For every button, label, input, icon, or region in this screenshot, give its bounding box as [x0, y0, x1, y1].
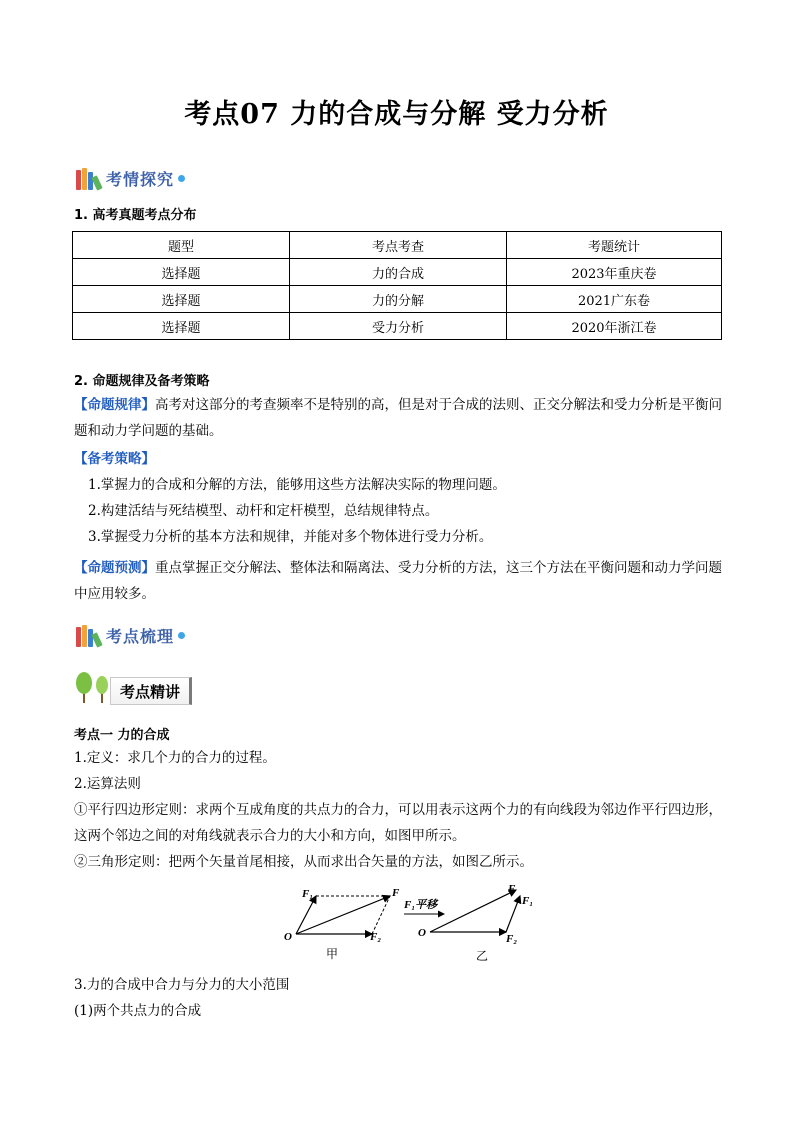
label-jia: 甲: [326, 947, 339, 961]
books-icon: [74, 166, 102, 190]
table-row: [73, 259, 722, 286]
table-cell: 力的合成: [290, 259, 507, 286]
law-tag: 【命题规律】: [74, 397, 155, 413]
body-line: 2.运算法则: [74, 776, 141, 792]
label-f1: F₁: [522, 895, 534, 907]
tree-icon: [72, 671, 114, 705]
label-f2: F₂: [506, 933, 518, 945]
books-icon: [74, 623, 102, 647]
table-header-row: [73, 232, 722, 259]
law-text: 高考对这部分的考查频率不是特别的高，但是对于合成的法则、正交分解法和受力分析是平衡问题和动力学问题的基础。: [74, 397, 722, 439]
vector-f-jia: [296, 896, 390, 934]
page-title: 考点07 力的合成与分解 受力分析: [184, 99, 609, 130]
table-cell: 力的分解: [290, 286, 507, 313]
label-f2: F₂: [370, 931, 382, 943]
law-paragraph: [74, 392, 724, 444]
point-heading: 考点一 力的合成: [74, 728, 170, 743]
vector-f1-yi: [506, 896, 520, 932]
table-header-cell: 考题统计: [507, 232, 722, 259]
point-after: [74, 972, 724, 1024]
body-line: 1.定义：求几个力的合力的过程。: [74, 750, 276, 766]
exam-distribution-table: [72, 231, 722, 340]
table-cell: 受力分析: [290, 313, 507, 340]
section-banner-exam-analysis: [74, 163, 185, 193]
label-shift: F₁平移: [404, 899, 438, 911]
section-banner-key-points: [74, 620, 185, 650]
body-line: ②三角形定则：把两个矢量首尾相接，从而求出合矢量的方法，如图乙所示。: [74, 854, 533, 870]
bullet-dot-icon: [178, 175, 185, 182]
section-banner-lecture: [70, 667, 190, 707]
label-yi: 乙: [476, 949, 489, 962]
section-heading: 2. 命题规律及备考策略: [74, 374, 210, 389]
banner-title: 考点精讲: [120, 683, 181, 701]
strategy-tag: 【备考策略】: [74, 451, 155, 467]
label-o: O: [418, 927, 426, 939]
strategy-block: [74, 446, 724, 550]
table-row: [73, 313, 722, 340]
label-o: O: [284, 931, 292, 943]
table-row: [73, 286, 722, 313]
body-line: ①平行四边形定则：求两个互成角度的共点力的合力，可以用表示这两个力的有向线段为邻边作平行四边形，这两个邻边之间的对角线就表示合力的大小和方向，如图甲所示。: [74, 802, 722, 844]
strategy-item: 1.掌握力的合成和分解的方法，能够用这些方法解决实际的物理问题。: [88, 477, 506, 493]
body-line: (1)两个共点力的合成: [74, 1003, 202, 1019]
banner-title: 考情探究: [106, 169, 175, 189]
predict-tag: 【命题预测】: [74, 560, 155, 576]
body-line: 3.力的合成中合力与分力的大小范围: [74, 977, 290, 993]
table-header-cell: 题型: [73, 232, 290, 259]
table-cell: 2021广东卷: [507, 286, 722, 313]
banner-title: 考点梳理: [106, 626, 175, 646]
strategy-item: 3.掌握受力分析的基本方法和规律，并能对多个物体进行受力分析。: [88, 529, 493, 545]
predict-paragraph: [74, 555, 724, 607]
strategy-item: 2.构建活结与死结模型、动杆和定杆模型，总结规律特点。: [88, 503, 439, 519]
table-cell: 选择题: [73, 259, 290, 286]
section-heading: 1. 高考真题考点分布: [74, 208, 197, 223]
vector-f-yi: [430, 890, 516, 932]
table-cell: 2023年重庆卷: [507, 259, 722, 286]
table-cell: 选择题: [73, 313, 290, 340]
label-f1: F₁: [302, 888, 314, 900]
point-body: [74, 745, 724, 875]
table-cell: 2020年浙江卷: [507, 313, 722, 340]
table-header-cell: 考点考查: [290, 232, 507, 259]
label-f: F: [508, 883, 516, 895]
predict-text: 重点掌握正交分解法、整体法和隔离法、受力分析的方法，这三个方法在平衡问题和动力学问题中应用较多。: [74, 560, 722, 602]
bullet-dot-icon: [178, 632, 185, 639]
label-f: F: [392, 887, 400, 899]
table-cell: 选择题: [73, 286, 290, 313]
vector-f1-jia: [296, 896, 316, 934]
force-composition-figure: [280, 882, 540, 962]
